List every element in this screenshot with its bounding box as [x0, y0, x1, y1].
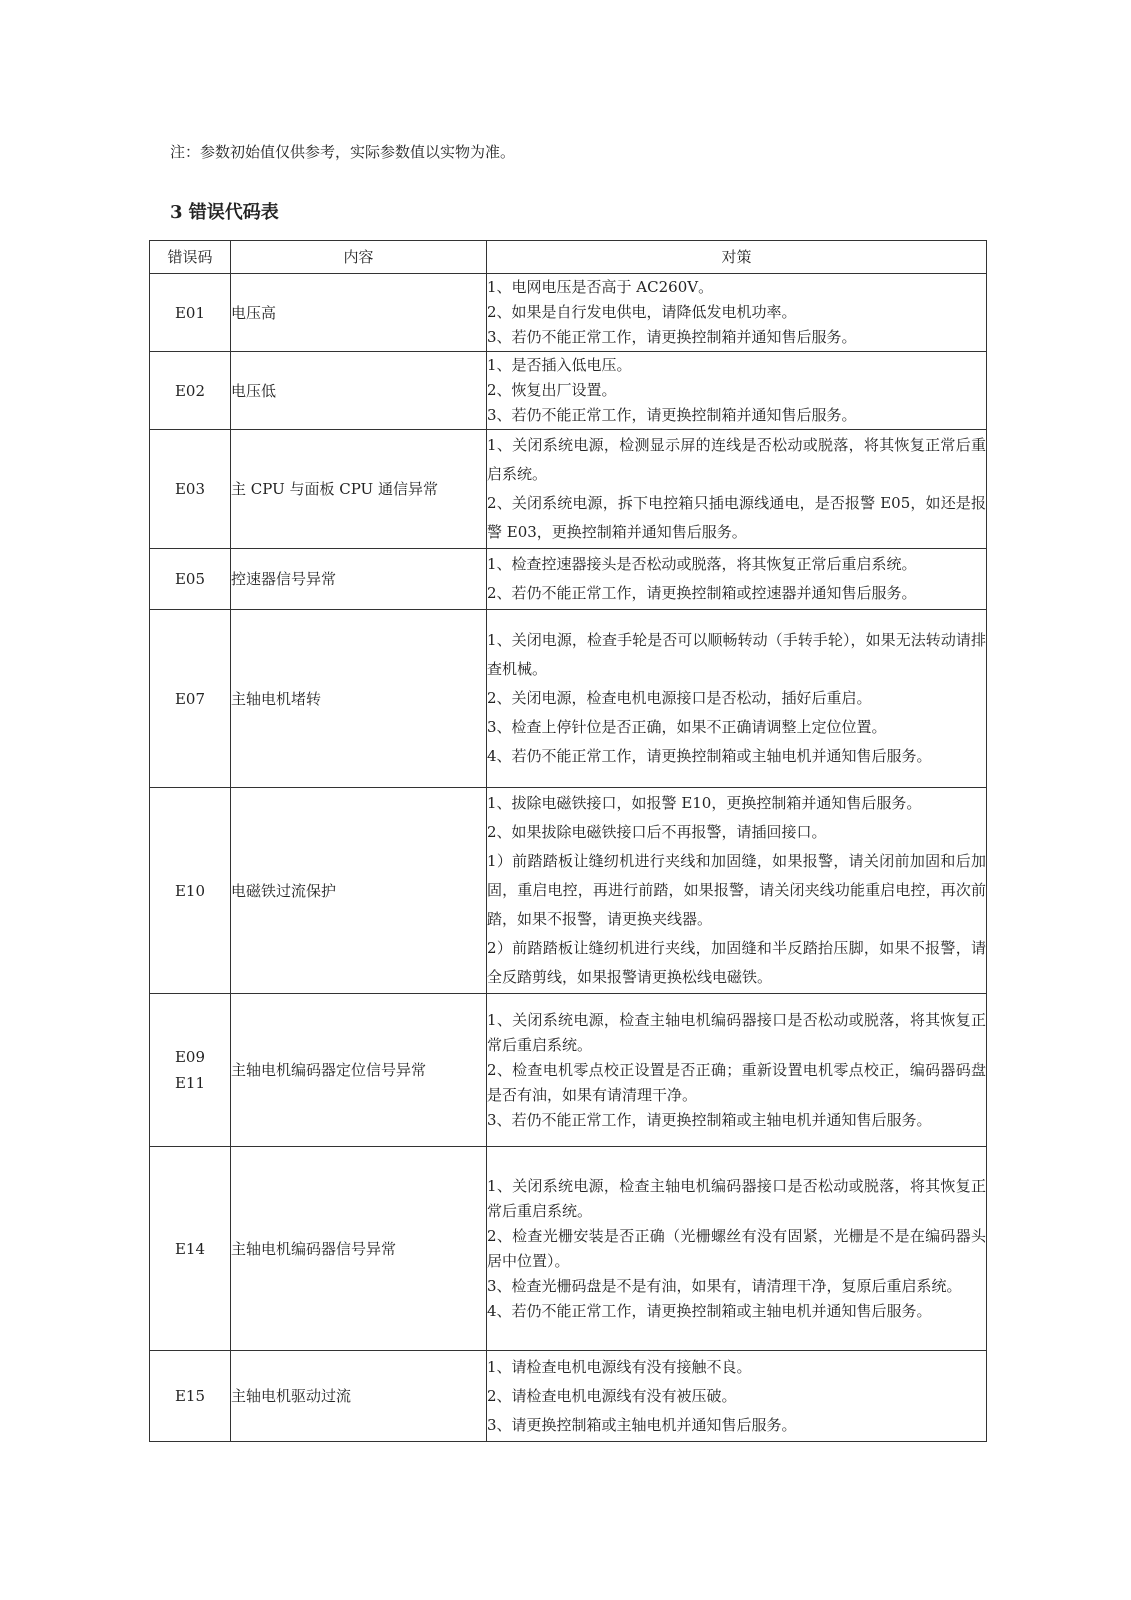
error-code: E14 — [174, 1239, 206, 1258]
countermeasure-line: 2、检查光栅安装是否正确（光栅螺丝有没有固紧，光栅是不是在编码器头居中位置）。 — [487, 1226, 986, 1270]
error-code-cell — [150, 1147, 231, 1351]
countermeasure-line: 1、是否插入低电压。 — [487, 356, 632, 374]
countermeasure-line: 3、若仍不能正常工作，请更换控制箱并通知售后服务。 — [487, 328, 857, 346]
content-cell: 主轴电机编码器定位信号异常 — [231, 994, 487, 1147]
table-row — [150, 549, 987, 610]
error-code: E02 — [174, 381, 206, 400]
countermeasure-cell — [487, 430, 987, 549]
countermeasure-cell — [487, 1147, 987, 1351]
countermeasure-line: 1、关闭电源，检查手轮是否可以顺畅转动（手转手轮），如果无法转动请排查机械。 — [487, 631, 986, 678]
table-row — [150, 994, 987, 1147]
countermeasure-line: 2）前踏踏板让缝纫机进行夹线，加固缝和半反踏抬压脚，如果不报警，请全反踏剪线，如果报警请更换松线电磁铁。 — [487, 939, 986, 986]
countermeasure-line: 1、拔除电磁铁接口，如报警 E10，更换控制箱并通知售后服务。 — [487, 794, 922, 812]
error-code-cell — [150, 430, 231, 549]
content-cell: 主轴电机堵转 — [231, 610, 487, 788]
countermeasure-line: 3、若仍不能正常工作，请更换控制箱或主轴电机并通知售后服务。 — [487, 1110, 932, 1129]
table-row — [150, 274, 987, 352]
countermeasure-cell — [487, 352, 987, 430]
error-code: E01 — [174, 303, 206, 322]
content-cell: 主轴电机驱动过流 — [231, 1351, 487, 1442]
header-content: 内容 — [231, 241, 487, 274]
table-row — [150, 788, 987, 994]
error-code-cell — [150, 610, 231, 788]
error-code-table — [149, 240, 987, 1442]
error-code: E15 — [174, 1387, 206, 1405]
countermeasure-line: 2、如果是自行发电供电，请降低发电机功率。 — [487, 303, 797, 321]
countermeasure-line: 4、若仍不能正常工作，请更换控制箱或主轴电机并通知售后服务。 — [487, 1301, 932, 1320]
countermeasure-line: 2、检查电机零点校正设置是否正确；重新设置电机零点校正，编码器码盘是否有油，如果有请清理干净。 — [487, 1060, 986, 1104]
error-code: E10 — [174, 881, 206, 900]
error-code-cell — [150, 788, 231, 994]
countermeasure-cell — [487, 1351, 987, 1442]
error-code-cell — [150, 274, 231, 352]
content-cell: 控速器信号异常 — [231, 549, 487, 610]
error-code: E03 — [174, 480, 206, 498]
countermeasure-line: 3、检查上停针位是否正确，如果不正确请调整上定位位置。 — [487, 718, 887, 736]
content-cell: 主 CPU 与面板 CPU 通信异常 — [231, 430, 487, 549]
header-error-code: 错误码 — [150, 241, 231, 274]
table-header-row — [150, 241, 987, 274]
countermeasure-cell — [487, 788, 987, 994]
countermeasure-line: 1、检查控速器接头是否松动或脱落，将其恢复正常后重启系统。 — [487, 555, 917, 573]
error-code: E07 — [174, 689, 206, 708]
error-code-cell — [150, 994, 231, 1147]
countermeasure-line: 1、关闭系统电源，检查主轴电机编码器接口是否松动或脱落，将其恢复正常后重启系统。 — [487, 1176, 986, 1220]
content-cell: 主轴电机编码器信号异常 — [231, 1147, 487, 1351]
error-code: E11 — [174, 1074, 206, 1092]
content-cell: 电压高 — [231, 274, 487, 352]
countermeasure-line: 2、请检查电机电源线有没有被压破。 — [487, 1386, 737, 1405]
countermeasure-cell — [487, 274, 987, 352]
countermeasure-line: 2、如果拔除电磁铁接口后不再报警，请插回接口。 — [487, 823, 827, 841]
countermeasure-line: 2、关闭电源，检查电机电源接口是否松动，插好后重启。 — [487, 689, 872, 707]
countermeasure-line: 3、检查光栅码盘是不是有油，如果有，请清理干净，复原后重启系统。 — [487, 1276, 962, 1295]
countermeasure-line: 1、电网电压是否高于 AC260V。 — [487, 278, 714, 296]
error-code: E09 — [174, 1048, 206, 1066]
countermeasure-cell — [487, 994, 987, 1147]
countermeasure-line: 1、关闭系统电源，检测显示屏的连线是否松动或脱落，将其恢复正常后重启系统。 — [487, 436, 986, 483]
error-code-cell — [150, 549, 231, 610]
countermeasure-cell — [487, 610, 987, 788]
section-title: 3 错误代码表 — [170, 202, 279, 223]
countermeasure-line: 2、关闭系统电源，拆下电控箱只插电源线通电，是否报警 E05，如还是报警 E03，更换控制箱并通知售后服务。 — [487, 494, 986, 541]
error-code-cell — [150, 352, 231, 430]
header-countermeasure: 对策 — [487, 241, 987, 274]
countermeasure-line: 2、若仍不能正常工作，请更换控制箱或控速器并通知售后服务。 — [487, 584, 917, 602]
content-cell: 电磁铁过流保护 — [231, 788, 487, 994]
countermeasure-cell — [487, 549, 987, 610]
table-row — [150, 430, 987, 549]
error-code: E05 — [174, 570, 206, 588]
countermeasure-line: 3、请更换控制箱或主轴电机并通知售后服务。 — [487, 1415, 797, 1434]
countermeasure-line: 3、若仍不能正常工作，请更换控制箱并通知售后服务。 — [487, 406, 857, 424]
table-row — [150, 610, 987, 788]
table-row — [150, 1147, 987, 1351]
table-row — [150, 352, 987, 430]
countermeasure-line: 1）前踏踏板让缝纫机进行夹线和加固缝，如果报警，请关闭前加固和后加固，重启电控，再进行前踏，如果报警，请关闭夹线功能重启电控，再次前踏，如果不报警，请更换夹线器。 — [487, 852, 986, 928]
countermeasure-line: 1、关闭系统电源，检查主轴电机编码器接口是否松动或脱落，将其恢复正常后重启系统。 — [487, 1010, 986, 1054]
error-code-cell — [150, 1351, 231, 1442]
content-cell: 电压低 — [231, 352, 487, 430]
parameter-note: 注：参数初始值仅供参考，实际参数值以实物为准。 — [170, 143, 516, 161]
countermeasure-line: 4、若仍不能正常工作，请更换控制箱或主轴电机并通知售后服务。 — [487, 747, 932, 765]
countermeasure-line: 2、恢复出厂设置。 — [487, 381, 617, 399]
table-row — [150, 1351, 987, 1442]
countermeasure-line: 1、请检查电机电源线有没有接触不良。 — [487, 1357, 752, 1376]
